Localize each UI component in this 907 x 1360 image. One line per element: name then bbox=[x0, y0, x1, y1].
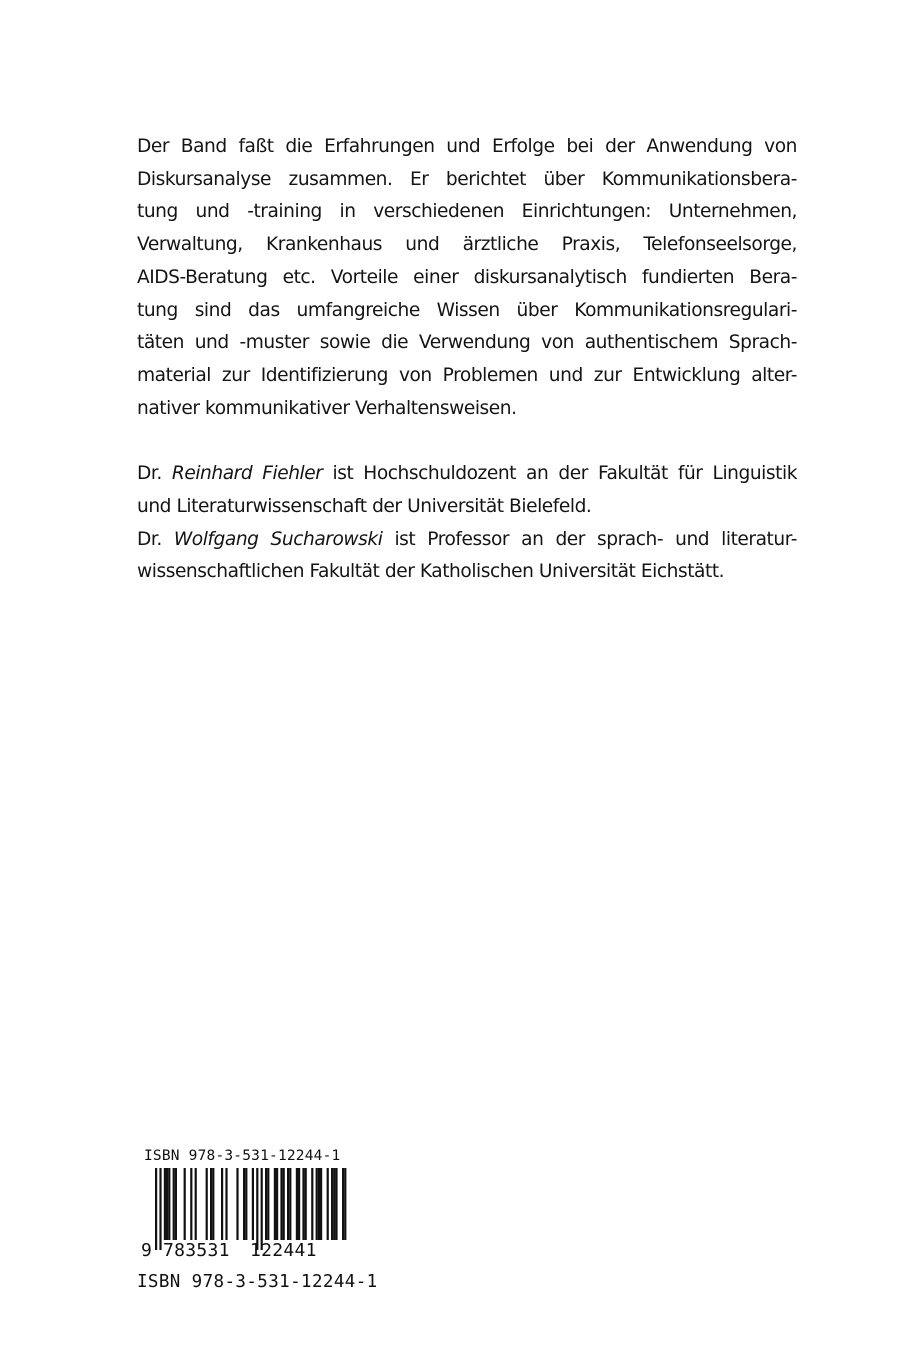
description-line: täten und -muster sowie die Verwendung von authentischem Sprach- bbox=[137, 332, 797, 354]
author-bio-text: ist Professor an der sprach- und literatur- bbox=[394, 528, 797, 550]
barcode-bar bbox=[265, 1168, 267, 1240]
barcode-guard-bar bbox=[261, 1168, 263, 1250]
barcode-bar bbox=[335, 1168, 337, 1240]
author-bio-text: ist Hochschuldozent an der Fakultät für Linguistik bbox=[332, 463, 798, 485]
author-name: Reinhard Fiehler bbox=[171, 463, 323, 485]
barcode-bar bbox=[318, 1168, 320, 1240]
barcode-bar bbox=[221, 1168, 223, 1240]
barcode-bar bbox=[333, 1168, 335, 1240]
isbn-label-top: ISBN 978-3-531-12244-1 bbox=[144, 1148, 341, 1164]
barcode-bar bbox=[243, 1168, 245, 1240]
barcode-bar bbox=[305, 1168, 307, 1240]
author-bio-line bbox=[137, 524, 797, 557]
barcode-bar bbox=[166, 1168, 168, 1240]
barcode-bar bbox=[344, 1168, 346, 1240]
description-line: Verwaltung, Krankenhaus und ärztliche Praxis, Telefonseelsorge, bbox=[137, 234, 797, 256]
barcode-bar bbox=[245, 1168, 247, 1240]
barcode-bar bbox=[173, 1168, 175, 1240]
description-line: Diskursanalyse zusammen. Er berichtet über Kommunikationsbera- bbox=[137, 168, 797, 190]
isbn-label-bottom: ISBN 978-3-531-12244-1 bbox=[137, 1272, 378, 1292]
ean-left-digits: 783531 bbox=[163, 1240, 230, 1261]
description-paragraph bbox=[137, 131, 797, 425]
barcode-guard-bar bbox=[256, 1168, 258, 1250]
author-name: Wolfgang Sucharowski bbox=[173, 528, 383, 550]
description-line: nativer kommunikativer Verhaltensweisen. bbox=[137, 397, 517, 419]
author-bio-fiehler bbox=[137, 458, 797, 523]
barcode-bar bbox=[206, 1168, 208, 1240]
barcode-bar bbox=[236, 1168, 238, 1240]
barcode-bar bbox=[276, 1168, 278, 1240]
author-bio-line bbox=[137, 458, 797, 491]
ean-first-digit: 9 bbox=[141, 1240, 152, 1261]
author-title: Dr. bbox=[137, 463, 162, 485]
cover-text bbox=[137, 131, 797, 589]
barcode-guard-bar bbox=[155, 1168, 157, 1250]
barcode-bar bbox=[342, 1168, 344, 1240]
isbn-barcode bbox=[137, 1148, 387, 1308]
barcode-bar bbox=[184, 1168, 186, 1240]
paragraph-spacer bbox=[137, 425, 797, 458]
barcode-bar bbox=[267, 1168, 269, 1240]
barcode-bar bbox=[296, 1168, 298, 1240]
barcode-bar bbox=[274, 1168, 276, 1240]
barcode-bar bbox=[280, 1168, 282, 1240]
description-line: material zur Identifizierung von Problemen und zur Entwicklung alter- bbox=[137, 364, 797, 386]
barcode-bar bbox=[210, 1168, 212, 1240]
description-line: AIDS-Beratung etc. Vorteile einer diskursanalytisch fundierten Bera- bbox=[137, 266, 797, 288]
barcode-bar bbox=[168, 1168, 170, 1240]
barcode-bar bbox=[287, 1168, 289, 1240]
barcode-guard-bar bbox=[159, 1168, 161, 1250]
ean-right-digits: 122441 bbox=[250, 1240, 317, 1261]
description-line: tung sind das umfangreiche Wissen über Kommunikationsregulari- bbox=[137, 299, 797, 321]
barcode-bar bbox=[225, 1168, 227, 1240]
barcode-bar bbox=[331, 1168, 333, 1240]
ean-digits bbox=[137, 1240, 347, 1262]
barcode-bar bbox=[320, 1168, 322, 1240]
barcode-bar bbox=[195, 1168, 197, 1240]
barcode-bar bbox=[327, 1168, 329, 1240]
barcode-bar bbox=[302, 1168, 304, 1240]
barcode-bar bbox=[298, 1168, 300, 1240]
description-line: tung und -training in verschiedenen Einrichtungen: Unternehmen, bbox=[137, 201, 797, 223]
barcode-bar bbox=[164, 1168, 166, 1240]
barcode-bar bbox=[175, 1168, 177, 1240]
author-bio-line: wissenschaftlichen Fakultät der Katholischen Universität Eichstätt. bbox=[137, 561, 725, 583]
barcode-bar bbox=[212, 1168, 214, 1240]
barcode-bar bbox=[190, 1168, 192, 1240]
barcode-bar bbox=[283, 1168, 285, 1240]
barcode-bar bbox=[289, 1168, 291, 1240]
author-title: Dr. bbox=[137, 528, 162, 550]
barcode-bar bbox=[252, 1168, 254, 1240]
author-bio-line: und Literaturwissenschaft der Universität Bielefeld. bbox=[137, 496, 592, 518]
barcode-bar bbox=[316, 1168, 318, 1240]
author-bio-sucharowski bbox=[137, 524, 797, 589]
description-line: Der Band faßt die Erfahrungen und Erfolge bei der Anwendung von bbox=[137, 136, 797, 157]
barcode-bar bbox=[311, 1168, 313, 1240]
